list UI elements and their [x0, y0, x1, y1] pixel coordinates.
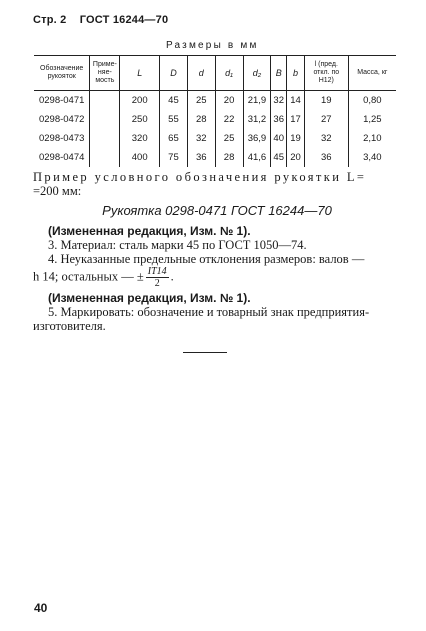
col-header: d₂ [243, 56, 271, 91]
example-line-1: Пример условного обозначения рукоятки L= [33, 170, 367, 184]
item-4-line-1: 4. Неуказанные предельные отклонения размеров: валов — [48, 252, 365, 266]
table-cell: 45 [160, 91, 188, 111]
col-header: L [120, 56, 160, 91]
col-header: b [287, 56, 305, 91]
fraction-numerator: IT14 [147, 266, 167, 277]
fraction-denominator: 2 [154, 278, 160, 289]
table-cell [90, 91, 120, 111]
tolerance-fraction [146, 266, 169, 289]
col-header: Обозначение рукояток [34, 56, 90, 91]
col-header: D [160, 56, 188, 91]
table-cell: 65 [160, 129, 188, 148]
table-row [34, 91, 396, 111]
table-cell: 32 [187, 129, 215, 148]
item-4-line-2 [33, 266, 401, 289]
page-header [33, 14, 168, 26]
item-3-material: 3. Материал: сталь марки 45 по ГОСТ 1050—74. [48, 238, 307, 252]
page-number: 40 [34, 601, 48, 615]
table-header-row [34, 56, 396, 91]
col-header: Масса, кг [348, 56, 396, 91]
item-5-line-2: изготовителя. [33, 319, 106, 333]
table-cell: 0,80 [348, 91, 396, 111]
table-cell: 17 [287, 110, 305, 129]
table-cell: 36,9 [243, 129, 271, 148]
edit-note-1: (Измененная редакция, Изм. № 1). [48, 224, 251, 238]
col-header: l (пред. откл. по H12) [304, 56, 348, 91]
table-cell: 27 [304, 110, 348, 129]
table-cell: 32 [304, 129, 348, 148]
designation-example: Рукоятка 0298-0471 ГОСТ 16244—70 [102, 203, 332, 218]
section-divider [183, 352, 227, 353]
table-cell: 250 [120, 110, 160, 129]
dimensions-table [34, 55, 396, 167]
table-cell: 2,10 [348, 129, 396, 148]
table-cell [90, 148, 120, 167]
table-cell: 25 [187, 91, 215, 111]
table-cell: 41,6 [243, 148, 271, 167]
table-cell: 20 [287, 148, 305, 167]
standard-code: ГОСТ 16244—70 [79, 14, 169, 26]
table-cell: 320 [120, 129, 160, 148]
table-cell: 55 [160, 110, 188, 129]
table-cell: 22 [215, 110, 243, 129]
table-cell: 45 [271, 148, 287, 167]
col-header: B [271, 56, 287, 91]
example-line-2: =200 мм: [33, 184, 82, 198]
item-4-text: h 14; остальных — ± [33, 269, 144, 284]
table-cell: 400 [120, 148, 160, 167]
table-row [34, 110, 396, 129]
table-cell: 32 [271, 91, 287, 111]
table-cell: 75 [160, 148, 188, 167]
table-cell: 14 [287, 91, 305, 111]
col-header: d [187, 56, 215, 91]
edit-note-2: (Измененная редакция, Изм. № 1). [48, 291, 251, 305]
table-cell: 200 [120, 91, 160, 111]
table-cell: 3,40 [348, 148, 396, 167]
table-cell: 25 [215, 129, 243, 148]
table-cell: 0298-0472 [34, 110, 90, 129]
table-cell: 36 [271, 110, 287, 129]
table-cell: 19 [287, 129, 305, 148]
table-cell: 0298-0474 [34, 148, 90, 167]
table-cell: 28 [215, 148, 243, 167]
page-label: Стр. 2 [33, 14, 67, 26]
table-cell: 19 [304, 91, 348, 111]
table-caption: Размеры в мм [166, 40, 259, 51]
table-cell: 28 [187, 110, 215, 129]
item-4-end: . [170, 269, 174, 284]
col-header: Приме- няе- мость [90, 56, 120, 91]
table-cell: 40 [271, 129, 287, 148]
table-cell: 0298-0471 [34, 91, 90, 111]
table-cell: 20 [215, 91, 243, 111]
table-cell [90, 129, 120, 148]
table-row [34, 129, 396, 148]
table-cell: 0298-0473 [34, 129, 90, 148]
table-cell: 1,25 [348, 110, 396, 129]
table-cell: 31,2 [243, 110, 271, 129]
table-cell: 36 [304, 148, 348, 167]
table-cell [90, 110, 120, 129]
table-cell: 21,9 [243, 91, 271, 111]
table-row [34, 148, 396, 167]
table-cell: 36 [187, 148, 215, 167]
item-5-line-1: 5. Маркировать: обозначение и товарный знак предприятия- [48, 305, 370, 319]
col-header: d₁ [215, 56, 243, 91]
